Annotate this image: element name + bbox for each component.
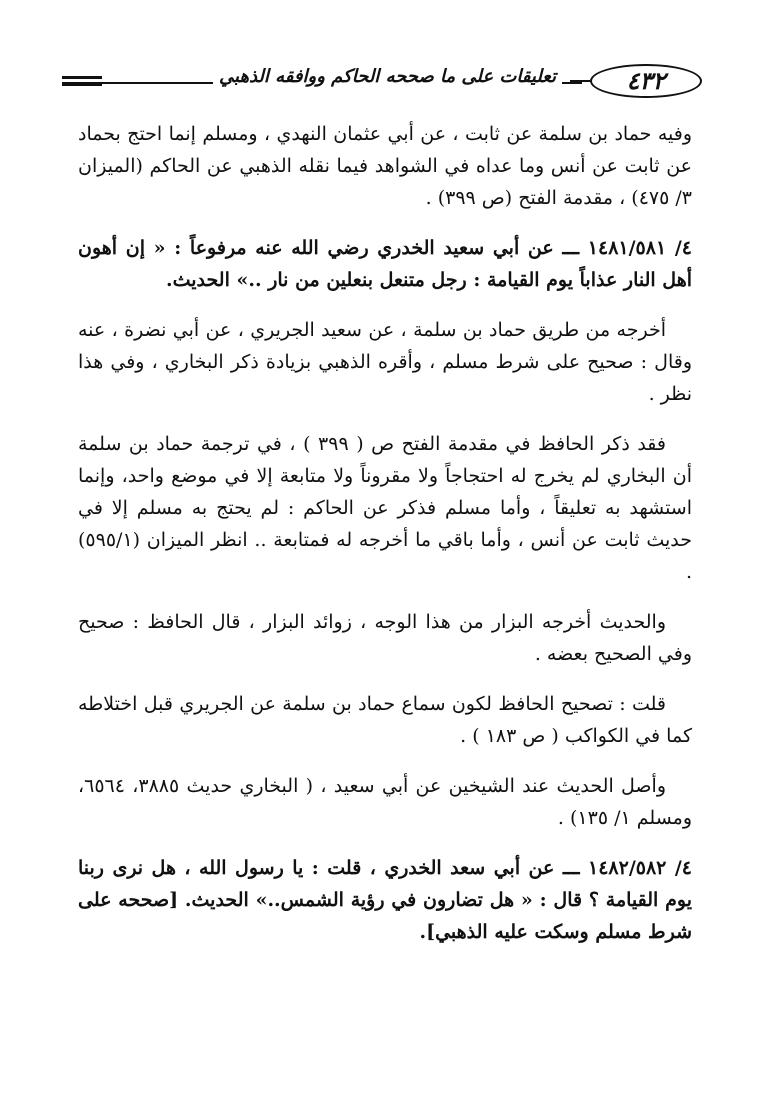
paragraph: وفيه حماد بن سلمة عن ثابت ، عن أبي عثمان النهدي ، ومسلم إنما احتج بحماد عن ثابت عن أنس وما عداه في الشواهد فيما نقله الذهبي عن الحاكم (الميزان ٣/ ٤٧٥) ، مقدمة الفتح (ص ٣٩٩) . bbox=[78, 123, 692, 209]
hadith-entry: ٤/ ١٤٨١/٥٨١ ـــ عن أبي سعيد الخدري رضي الله عنه مرفوعاً : « إن أهون أهل النار عذاباً يوم القيامة : رجل متنعل بنعلين من نار ..» الحديث. bbox=[78, 237, 692, 291]
paragraph: والحديث أخرجه البزار من هذا الوجه ، زوائد البزار ، قال الحافظ : صحيح وفي الصحيح بعضه . bbox=[78, 611, 692, 665]
paragraph: أخرجه من طريق حماد بن سلمة ، عن سعيد الجريري ، عن أبي نضرة ، عنه وقال : صحيح على شرط مسلم ، وأقره الذهبي بزيادة ذكر البخاري ، وفي هذا نظر . bbox=[78, 319, 692, 405]
paragraph: فقد ذكر الحافظ في مقدمة الفتح ص ( ٣٩٩ ) ، في ترجمة حماد بن سلمة أن البخاري لم يخرج له احتجاجاً ولا مقروناً ولا متابعة إلا في موضع واحد، وإنما استشهد به تعليقاً ، وأما مسلم فذكر عن الحاكم : لم يحتج به مسلم إلا في حديث ثابت عن أنس ، وأما باقي ما أخرجه له فمتابعة .. انظر الميزان (٥٩٥/١) . bbox=[78, 433, 692, 583]
body-text bbox=[78, 118, 692, 966]
hadith-entry: ٤/ ١٤٨٢/٥٨٢ ـــ عن أبي سعد الخدري ، قلت : يا رسول الله ، هل نرى ربنا يوم القيامة ؟ قال : « هل تضارون في رؤية الشمس..» الحديث. [صححه على شرط مسلم وسكت عليه الذهبي]. bbox=[78, 857, 692, 943]
header-double-dash bbox=[62, 76, 102, 86]
page-header bbox=[62, 62, 702, 102]
paragraph: قلت : تصحيح الحافظ لكون سماع حماد بن سلمة عن الجريري قبل اختلاطه كما في الكواكب ( ص ١٨٣ ) . bbox=[78, 693, 692, 747]
paragraph: وأصل الحديث عند الشيخين عن أبي سعيد ، ( البخاري حديث ٣٨٨٥، ٦٥٦٤، ومسلم ١/ ١٣٥) . bbox=[78, 775, 692, 829]
running-title: تعليقات على ما صححه الحاكم ووافقه الذهبي bbox=[213, 66, 562, 87]
page-number: ٤٣٢ bbox=[590, 64, 702, 98]
